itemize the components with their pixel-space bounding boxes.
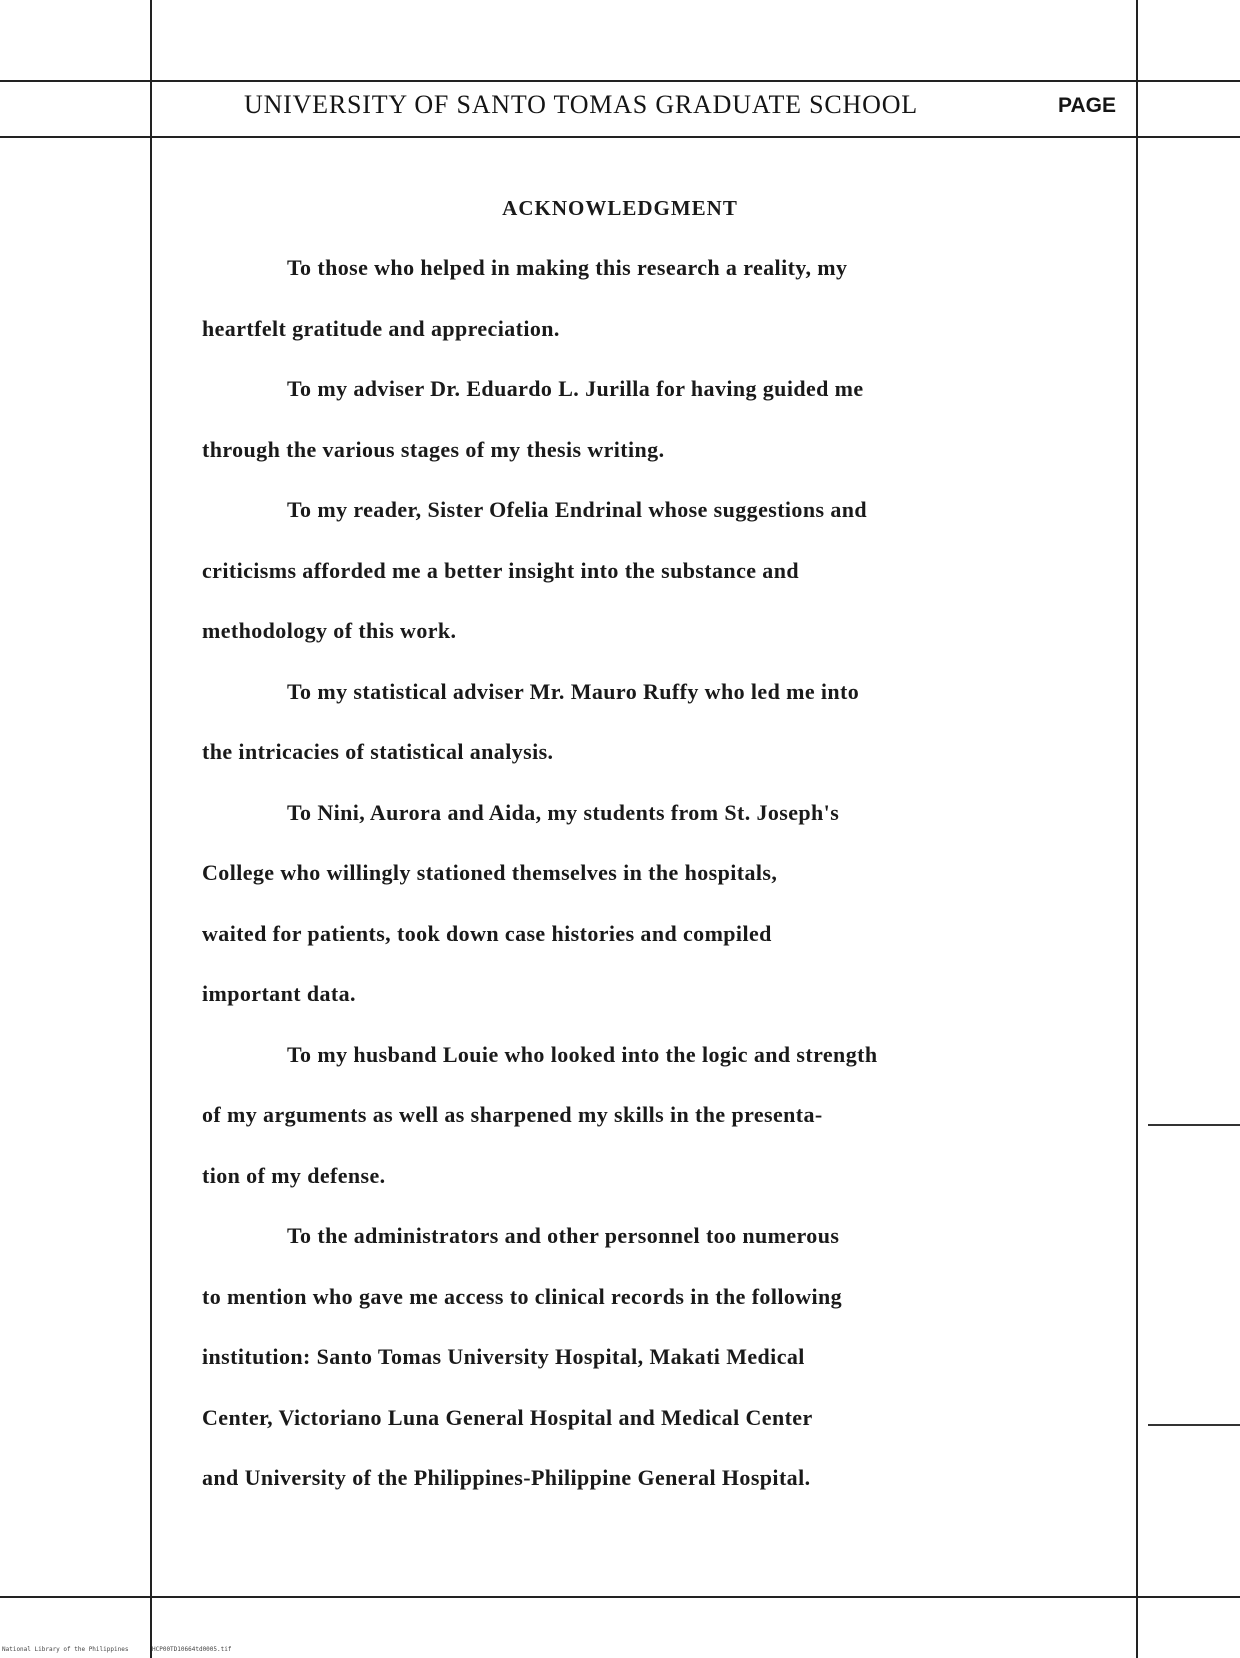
footer-rule: [0, 1596, 1240, 1598]
header-title: UNIVERSITY OF SANTO TOMAS GRADUATE SCHOOL: [244, 90, 918, 119]
text-line: through the various stages of my thesis writing.: [202, 436, 665, 462]
margin-mark: [1148, 1424, 1240, 1426]
text-line: of my arguments as well as sharpened my skills in the presenta-: [202, 1102, 823, 1127]
page-heading: ACKNOWLEDGMENT: [502, 196, 738, 220]
footer-source: National Library of the Philippines: [2, 1646, 129, 1653]
text-line: To my husband Louie who looked into the logic and strength: [287, 1041, 878, 1067]
text-line: Center, Victoriano Luna General Hospital and Medical Center: [202, 1404, 813, 1430]
text-line: College who willingly stationed themselves in the hospitals,: [202, 860, 778, 885]
left-margin-rule: [150, 0, 152, 1658]
text-line: waited for patients, took down case histories and compiled: [202, 920, 772, 946]
text-line: and University of the Philippines-Philippine General Hospital.: [202, 1465, 811, 1490]
text-line: tion of my defense.: [202, 1162, 386, 1188]
text-line: institution: Santo Tomas University Hospital, Makati Medical: [202, 1344, 805, 1369]
text-line: heartfelt gratitude and appreciation.: [202, 315, 560, 341]
text-line: To Nini, Aurora and Aida, my students from St. Joseph's: [287, 799, 840, 825]
text-line: important data.: [202, 981, 356, 1006]
acknowledgment-body: [202, 256, 1122, 1527]
text-line: To my adviser Dr. Eduardo L. Jurilla for having guided me: [287, 376, 864, 401]
text-line: the intricacies of statistical analysis.: [202, 739, 554, 764]
text-line: criticisms afforded me a better insight into the substance and: [202, 557, 799, 583]
text-line: To my reader, Sister Ofelia Endrinal whose suggestions and: [287, 497, 867, 522]
page-label: PAGE: [1058, 94, 1116, 117]
text-line: To the administrators and other personnel too numerous: [287, 1223, 840, 1248]
header-bottom-rule: [0, 136, 1240, 138]
right-margin-rule: [1136, 0, 1138, 1658]
text-line: To those who helped in making this research a reality, my: [287, 255, 848, 280]
text-line: to mention who gave me access to clinical records in the following: [202, 1283, 843, 1309]
text-line: methodology of this work.: [202, 618, 457, 643]
margin-mark: [1148, 1124, 1240, 1126]
header-top-rule: [0, 80, 1240, 82]
text-line: To my statistical adviser Mr. Mauro Ruffy who led me into: [287, 678, 860, 704]
footer-filename: HCP00TD10664td0005.tif: [152, 1646, 232, 1653]
